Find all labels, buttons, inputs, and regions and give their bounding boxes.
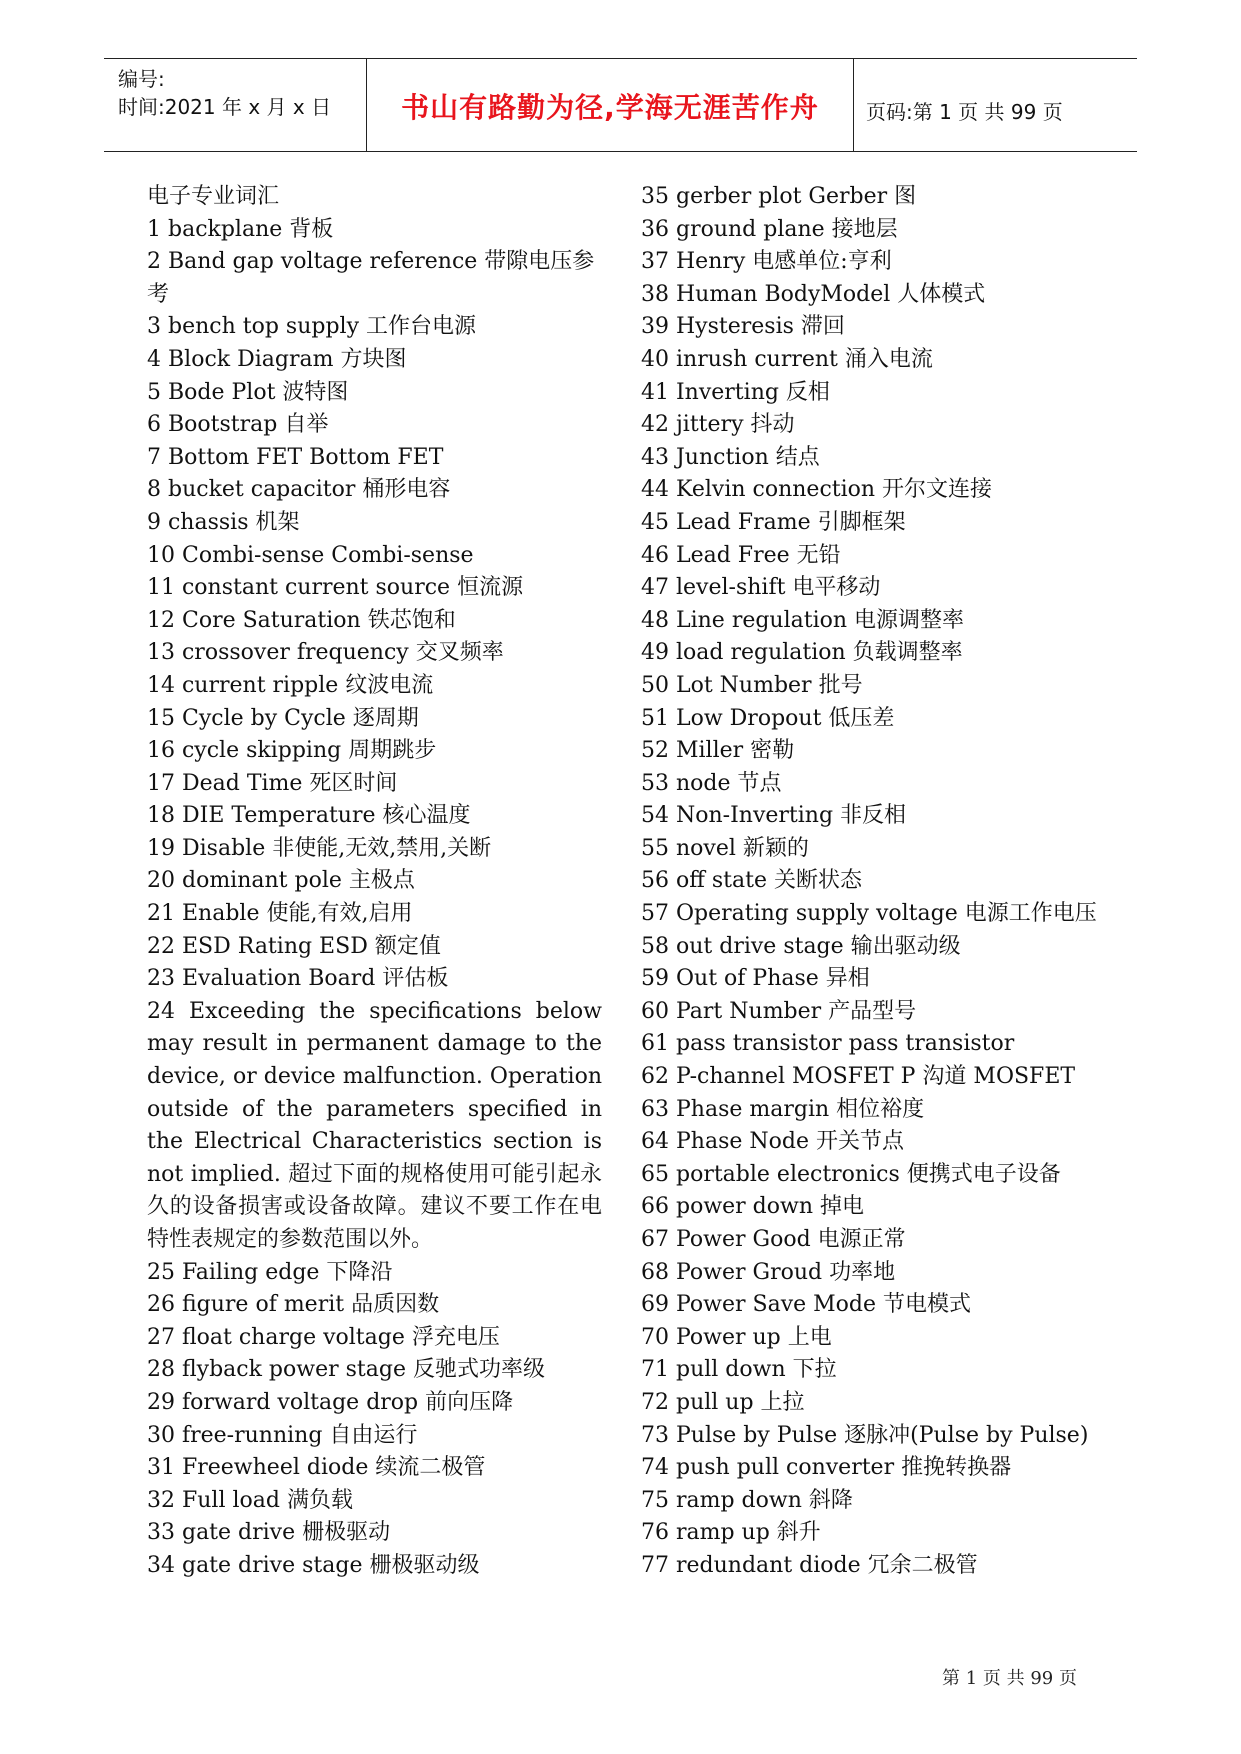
glossary-entry: 35 gerber plot Gerber 图 xyxy=(641,184,917,209)
glossary-entry: 3 bench top supply 工作台电源 xyxy=(147,314,476,340)
page-footer: 第 1 页 共 99 页 xyxy=(942,1668,1077,1689)
glossary-entry: 45 Lead Frame 引脚框架 xyxy=(641,509,906,535)
glossary-entry: 40 inrush current 涌入电流 xyxy=(641,346,933,372)
glossary-entry: 74 push pull converter 推挽转换器 xyxy=(641,1455,1012,1481)
glossary-entry: 6 Bootstrap 自举 xyxy=(147,412,329,438)
glossary-entry: 12 Core Saturation 铁芯饱和 xyxy=(147,607,456,633)
glossary-entry: 50 Lot Number 批号 xyxy=(641,672,863,698)
header-page-label: 页码:第 1 页 共 99 页 xyxy=(866,100,1063,124)
glossary-entry: 27 float charge voltage 浮充电压 xyxy=(147,1324,500,1350)
glossary-entry: 17 Dead Time 死区时间 xyxy=(147,770,398,796)
glossary-entry: 75 ramp down 斜降 xyxy=(641,1487,853,1513)
glossary-entry: 61 pass transistor pass transistor xyxy=(641,1031,1015,1057)
glossary-entry: 62 P-channel MOSFET P 沟道 MOSFET xyxy=(641,1064,1076,1090)
document-time-label: 时间:2021 年 x 月 x 日 xyxy=(118,95,332,119)
glossary-entry: 20 dominant pole 主极点 xyxy=(147,868,415,894)
glossary-entry: 52 Miller 密勒 xyxy=(641,738,795,764)
glossary-entry: 11 constant current source 恒流源 xyxy=(147,575,524,601)
glossary-entry: 2 Band gap voltage reference 带隙电压参考 xyxy=(147,249,595,307)
glossary-entry: 26 figure of merit 品质因数 xyxy=(147,1292,440,1318)
header-motto: 书山有路勤为径,学海无涯苦作舟 xyxy=(401,91,819,124)
document-number-label: 编号: xyxy=(118,67,165,91)
glossary-entry: 15 Cycle by Cycle 逐周期 xyxy=(147,705,419,731)
glossary-entry: 60 Part Number 产品型号 xyxy=(641,998,917,1024)
header-right-cell xyxy=(854,59,1137,151)
glossary-entry: 63 Phase margin 相位裕度 xyxy=(641,1096,925,1122)
glossary-entry: 66 power down 掉电 xyxy=(641,1194,864,1220)
glossary-entry: 33 gate drive 栅极驱动 xyxy=(147,1520,391,1546)
glossary-entry: 29 forward voltage drop 前向压降 xyxy=(147,1389,514,1415)
glossary-entry: 71 pull down 下拉 xyxy=(641,1357,837,1383)
header-middle-cell xyxy=(366,59,854,151)
glossary-entry: 70 Power up 上电 xyxy=(641,1324,832,1350)
glossary-entry: 5 Bode Plot 波特图 xyxy=(147,379,349,405)
glossary-entry: 56 off state 关断状态 xyxy=(641,868,862,894)
glossary-entry: 42 jittery 抖动 xyxy=(641,412,795,438)
glossary-entry: 7 Bottom FET Bottom FET xyxy=(147,444,444,470)
glossary-entry: 10 Combi-sense Combi-sense xyxy=(147,542,474,568)
glossary-entry: 23 Evaluation Board 评估板 xyxy=(147,966,449,992)
glossary-entry: 28 flyback power stage 反驰式功率级 xyxy=(147,1357,545,1383)
glossary-entry: 44 Kelvin connection 开尔文连接 xyxy=(641,477,993,503)
glossary-entry: 43 Junction 结点 xyxy=(641,444,820,470)
glossary-entry: 4 Block Diagram 方块图 xyxy=(147,346,407,372)
glossary-entry: 21 Enable 使能,有效,启用 xyxy=(147,901,413,927)
glossary-entry: 65 portable electronics 便携式电子设备 xyxy=(641,1161,1061,1187)
glossary-entry: 58 out drive stage 输出驱动级 xyxy=(641,933,961,959)
glossary-entry: 54 Non-Inverting 非反相 xyxy=(641,803,907,829)
glossary-entry: 72 pull up 上拉 xyxy=(641,1389,805,1415)
glossary-entry: 8 bucket capacitor 桶形电容 xyxy=(147,477,451,503)
glossary-entry: 18 DIE Temperature 核心温度 xyxy=(147,803,471,829)
glossary-entry: 34 gate drive stage 栅极驱动级 xyxy=(147,1552,480,1578)
glossary-entry: 39 Hysteresis 滞回 xyxy=(641,314,845,340)
glossary-entry: 13 crossover frequency 交叉频率 xyxy=(147,640,504,666)
glossary-entry: 67 Power Good 电源正常 xyxy=(641,1227,906,1252)
glossary-entry: 68 Power Groud 功率地 xyxy=(641,1259,896,1285)
glossary-left-column xyxy=(147,181,602,1583)
glossary-entry: 31 Freewheel diode 续流二极管 xyxy=(147,1455,486,1481)
glossary-entry: 25 Failing edge 下降沿 xyxy=(147,1259,393,1285)
glossary-title: 电子专业词汇 xyxy=(147,184,280,209)
glossary-entry: 55 novel 新颖的 xyxy=(641,835,809,861)
glossary-entry: 19 Disable 非使能,无效,禁用,关断 xyxy=(147,835,492,861)
glossary-entry: 32 Full load 满负载 xyxy=(147,1487,353,1513)
glossary-entry: 16 cycle skipping 周期跳步 xyxy=(147,738,437,764)
header-left-cell xyxy=(104,59,366,151)
glossary-entry: 1 backplane 背板 xyxy=(147,216,334,242)
glossary-entry: 57 Operating supply voltage 电源工作电压 xyxy=(641,901,1097,927)
glossary-entry: 38 Human BodyModel 人体模式 xyxy=(641,281,986,307)
glossary-entry: 77 redundant diode 冗余二极管 xyxy=(641,1552,978,1578)
glossary-entry: 49 load regulation 负载调整率 xyxy=(641,640,963,666)
glossary-entry: 48 Line regulation 电源调整率 xyxy=(641,607,965,633)
glossary-right-column xyxy=(641,181,1121,1583)
glossary-entry: 73 Pulse by Pulse 逐脉冲(Pulse by Pulse) xyxy=(641,1422,1089,1448)
glossary-entry: 9 chassis 机架 xyxy=(147,509,300,535)
glossary-entry: 36 ground plane 接地层 xyxy=(641,216,898,242)
glossary-entry: 41 Inverting 反相 xyxy=(641,379,830,405)
glossary-entry: 76 ramp up 斜升 xyxy=(641,1520,821,1546)
glossary-entry: 64 Phase Node 开关节点 xyxy=(641,1129,904,1155)
glossary-entry: 69 Power Save Mode 节电模式 xyxy=(641,1292,972,1318)
glossary-entry: 24 Exceeding the specifications below may result in permanent damage to the device, or device malfunction. Operation outside of the parameters specified in the Electrical Characteristics section is not implied. 超过下面的规格使用可能引起永久的设备损害或设备故障。建议不要工作在电特性表规定的参数范围以外。 xyxy=(147,998,602,1252)
glossary-entry: 14 current ripple 纹波电流 xyxy=(147,672,434,698)
glossary-entry: 59 Out of Phase 异相 xyxy=(641,966,870,992)
glossary-entry: 37 Henry 电感单位:亨利 xyxy=(641,249,892,275)
page-header xyxy=(104,58,1137,152)
glossary-entry: 46 Lead Free 无铅 xyxy=(641,542,841,568)
glossary-entry: 47 level-shift 电平移动 xyxy=(641,575,881,601)
glossary-entry: 51 Low Dropout 低压差 xyxy=(641,705,895,731)
glossary-entry: 22 ESD Rating ESD 额定值 xyxy=(147,933,441,959)
glossary-entry: 30 free-running 自由运行 xyxy=(147,1422,418,1448)
glossary-entry: 53 node 节点 xyxy=(641,770,782,796)
